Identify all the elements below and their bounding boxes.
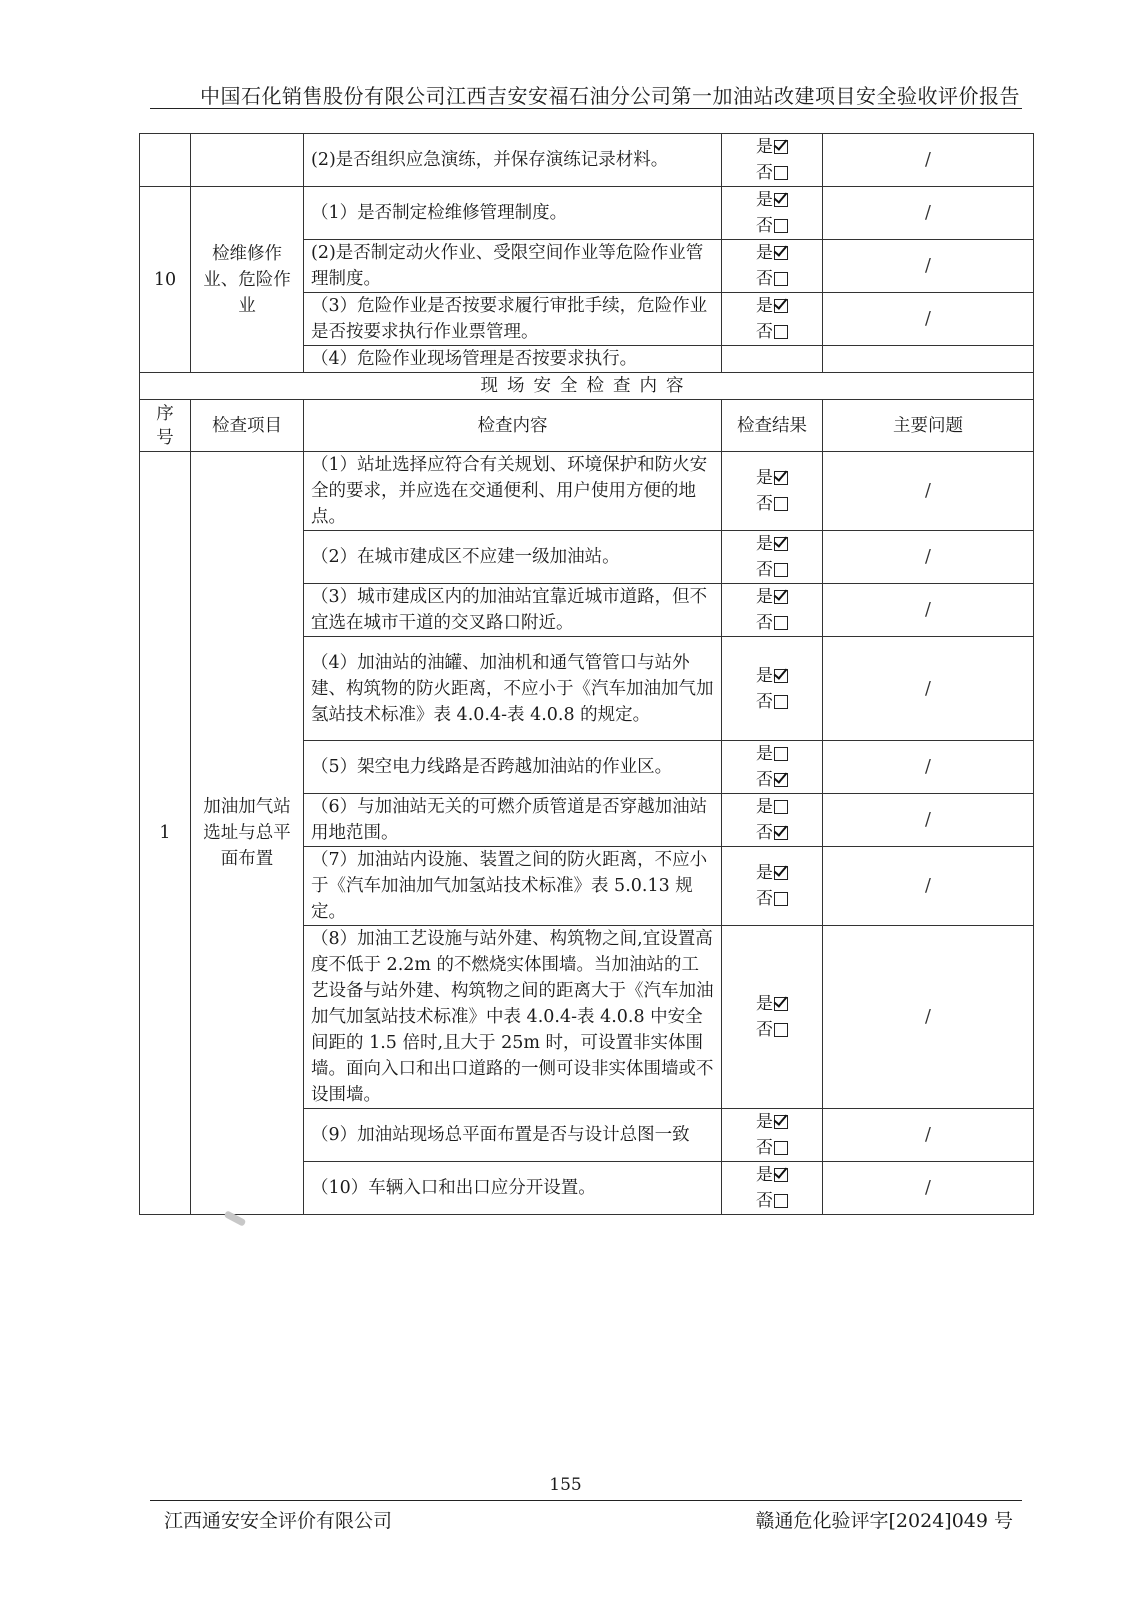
- no-option: [729, 557, 815, 583]
- yes-label: 是: [756, 587, 773, 607]
- yes-checkbox[interactable]: [774, 1168, 788, 1182]
- main-issue: /: [823, 741, 1034, 794]
- main-issue: /: [823, 584, 1034, 637]
- yes-checkbox[interactable]: [774, 997, 788, 1011]
- no-label: 否: [756, 1191, 773, 1211]
- check-result: [722, 847, 823, 926]
- yes-option: [729, 240, 815, 266]
- check-content: （6）与加油站无关的可燃介质管道是否穿越加油站用地范围。: [304, 794, 722, 847]
- check-content: (2)是否制定动火作业、受限空间作业等危险作业管理制度。: [304, 240, 722, 293]
- footer-rule: [150, 1500, 1022, 1501]
- no-label: 否: [756, 1020, 773, 1040]
- yes-checkbox[interactable]: [774, 669, 788, 683]
- main-issue: /: [823, 452, 1034, 531]
- check-content: (2)是否组织应急演练，并保存演练记录材料。: [304, 134, 722, 187]
- check-result: [722, 452, 823, 531]
- main-issue: [823, 346, 1034, 373]
- table-row: [140, 452, 1034, 531]
- yes-option: [729, 465, 815, 491]
- yes-option: [729, 1109, 815, 1135]
- no-option: [729, 820, 815, 846]
- check-content: （10）车辆入口和出口应分开设置。: [304, 1162, 722, 1215]
- no-option: [729, 689, 815, 715]
- table-row: [140, 134, 1034, 187]
- yes-option: [729, 187, 815, 213]
- no-option: [729, 160, 815, 186]
- main-issue: /: [823, 847, 1034, 926]
- table-row: [140, 187, 1034, 240]
- check-item: 检维修作业、危险作业: [191, 187, 304, 373]
- section-row: [140, 373, 1034, 400]
- main-issue: /: [823, 1162, 1034, 1215]
- no-checkbox[interactable]: [774, 1023, 788, 1037]
- section-title: 现场安全检查内容: [140, 373, 1034, 400]
- no-label: 否: [756, 1138, 773, 1158]
- check-content: （2）在城市建成区不应建一级加油站。: [304, 531, 722, 584]
- main-issue: /: [823, 637, 1034, 741]
- no-checkbox[interactable]: [774, 272, 788, 286]
- no-option: [729, 491, 815, 517]
- check-result: [722, 584, 823, 637]
- check-content: （8）加油工艺设施与站外建、构筑物之间,宜设置高度不低于 2.2m 的不燃烧实体围墙。当加油站的工艺设备与站外建、构筑物之间的距离大于《汽车加油加气加氢站技术标准》中表 4.0.4-表 4.0.8 中安全间距的 1.5 倍时,且大于 25m 时，可设置非实体围墙。面向入口和出口道路的一侧可设非实体围墙或不设围墙。: [304, 926, 722, 1109]
- no-label: 否: [756, 770, 773, 790]
- page-number: 155: [549, 1475, 582, 1495]
- check-content: （4）加油站的油罐、加油机和通气管管口与站外建、构筑物的防火距离，不应小于《汽车加油加气加氢站技术标准》表 4.0.4-表 4.0.8 的规定。: [304, 637, 722, 741]
- yes-option: [729, 794, 815, 820]
- yes-option: [729, 741, 815, 767]
- yes-label: 是: [756, 994, 773, 1014]
- yes-label: 是: [756, 1112, 773, 1132]
- no-option: [729, 767, 815, 793]
- yes-label: 是: [756, 534, 773, 554]
- yes-label: 是: [756, 1165, 773, 1185]
- main-issue: /: [823, 531, 1034, 584]
- no-option: [729, 266, 815, 292]
- no-checkbox[interactable]: [774, 892, 788, 906]
- check-result: [722, 926, 823, 1109]
- check-content: （9）加油站现场总平面布置是否与设计总图一致: [304, 1109, 722, 1162]
- header-rule: [150, 108, 1022, 109]
- yes-checkbox[interactable]: [774, 246, 788, 260]
- yes-label: 是: [756, 744, 773, 764]
- footer-doc-number: 赣通危化验评字[2024]049 号: [755, 1510, 1013, 1532]
- no-label: 否: [756, 691, 773, 712]
- no-checkbox[interactable]: [774, 325, 788, 339]
- yes-label: 是: [756, 863, 773, 883]
- no-label: 否: [756, 163, 773, 183]
- no-checkbox[interactable]: [774, 695, 788, 709]
- col-header-content: 检查内容: [304, 400, 722, 452]
- check-content: （1）站址选择应符合有关规划、环境保护和防火安全的要求，并应选在交通便利、用户使用方便的地点。: [304, 452, 722, 531]
- yes-option: [729, 860, 815, 886]
- yes-label: 是: [756, 137, 773, 157]
- no-label: 否: [756, 269, 773, 289]
- check-content: （5）架空电力线路是否跨越加油站的作业区。: [304, 741, 722, 794]
- check-result: [722, 240, 823, 293]
- check-content: （7）加油站内设施、装置之间的防火距离，不应小于《汽车加油加气加氢站技术标准》表 5.0.13 规定。: [304, 847, 722, 926]
- main-issue: /: [823, 926, 1034, 1109]
- col-header-issue: 主要问题: [823, 400, 1034, 452]
- no-label: 否: [756, 560, 773, 580]
- check-result: [722, 531, 823, 584]
- no-option: [729, 886, 815, 912]
- check-result: [722, 637, 823, 741]
- yes-option: [729, 584, 815, 610]
- no-label: 否: [756, 823, 773, 843]
- no-option: [729, 1135, 815, 1161]
- yes-checkbox[interactable]: [774, 140, 788, 154]
- seq-number: 10: [140, 187, 191, 373]
- yes-option: [729, 663, 815, 689]
- check-result: [722, 293, 823, 346]
- yes-label: 是: [756, 468, 773, 488]
- col-header-no: 序号: [140, 400, 191, 452]
- check-item: 加油加气站选址与总平面布置: [191, 452, 304, 1215]
- no-option: [729, 1017, 815, 1043]
- yes-checkbox[interactable]: [774, 747, 788, 761]
- yes-option: [729, 1162, 815, 1188]
- yes-option: [729, 293, 815, 319]
- no-label: 否: [756, 494, 773, 514]
- yes-checkbox[interactable]: [774, 537, 788, 551]
- check-result: [722, 1109, 823, 1162]
- main-issue: /: [823, 794, 1034, 847]
- check-content: （1）是否制定检维修管理制度。: [304, 187, 722, 240]
- check-result: [722, 741, 823, 794]
- yes-option: [729, 531, 815, 557]
- main-issue: /: [823, 293, 1034, 346]
- yes-checkbox[interactable]: [774, 800, 788, 814]
- page-header-title: 中国石化销售股份有限公司江西吉安安福石油分公司第一加油站改建项目安全验收评价报告: [200, 84, 1020, 108]
- no-checkbox[interactable]: [774, 1141, 788, 1155]
- yes-checkbox[interactable]: [774, 299, 788, 313]
- no-checkbox[interactable]: [774, 773, 788, 787]
- check-result: [722, 187, 823, 240]
- yes-option: [729, 134, 815, 160]
- no-checkbox[interactable]: [774, 219, 788, 233]
- item-cell: [191, 134, 304, 187]
- no-checkbox[interactable]: [774, 826, 788, 840]
- yes-checkbox[interactable]: [774, 866, 788, 880]
- yes-label: 是: [756, 190, 773, 210]
- yes-checkbox[interactable]: [774, 471, 788, 485]
- no-option: [729, 1188, 815, 1214]
- main-issue: /: [823, 1109, 1034, 1162]
- check-result: [722, 346, 823, 373]
- no-checkbox[interactable]: [774, 563, 788, 577]
- check-content: （4）危险作业现场管理是否按要求执行。: [304, 346, 722, 373]
- main-issue: /: [823, 134, 1034, 187]
- no-label: 否: [756, 322, 773, 342]
- yes-option: [729, 991, 815, 1017]
- check-result: [722, 1162, 823, 1215]
- no-checkbox[interactable]: [774, 497, 788, 511]
- no-label: 否: [756, 613, 773, 633]
- yes-label: 是: [756, 296, 773, 316]
- inspection-table-body: [140, 134, 1034, 1215]
- col-header-item: 检查项目: [191, 400, 304, 452]
- header-row: [140, 400, 1034, 452]
- no-checkbox[interactable]: [774, 166, 788, 180]
- yes-label: 是: [756, 243, 773, 263]
- col-header-result: 检查结果: [722, 400, 823, 452]
- no-checkbox[interactable]: [774, 616, 788, 630]
- yes-label: 是: [756, 665, 773, 686]
- no-option: [729, 213, 815, 239]
- main-issue: /: [823, 240, 1034, 293]
- footer-company: 江西通安安全评价有限公司: [164, 1510, 393, 1532]
- yes-label: 是: [756, 797, 773, 817]
- inspection-table: [139, 133, 1034, 1215]
- no-checkbox[interactable]: [774, 1194, 788, 1208]
- check-result: [722, 134, 823, 187]
- no-option: [729, 610, 815, 636]
- check-result: [722, 794, 823, 847]
- no-label: 否: [756, 216, 773, 236]
- no-label: 否: [756, 889, 773, 909]
- seq-cell: [140, 134, 191, 187]
- check-content: （3）危险作业是否按要求履行审批手续，危险作业是否按要求执行作业票管理。: [304, 293, 722, 346]
- check-content: （3）城市建成区内的加油站宜靠近城市道路，但不宜选在城市干道的交叉路口附近。: [304, 584, 722, 637]
- yes-checkbox[interactable]: [774, 193, 788, 207]
- no-option: [729, 319, 815, 345]
- seq-number: 1: [140, 452, 191, 1215]
- main-issue: /: [823, 187, 1034, 240]
- yes-checkbox[interactable]: [774, 1115, 788, 1129]
- yes-checkbox[interactable]: [774, 590, 788, 604]
